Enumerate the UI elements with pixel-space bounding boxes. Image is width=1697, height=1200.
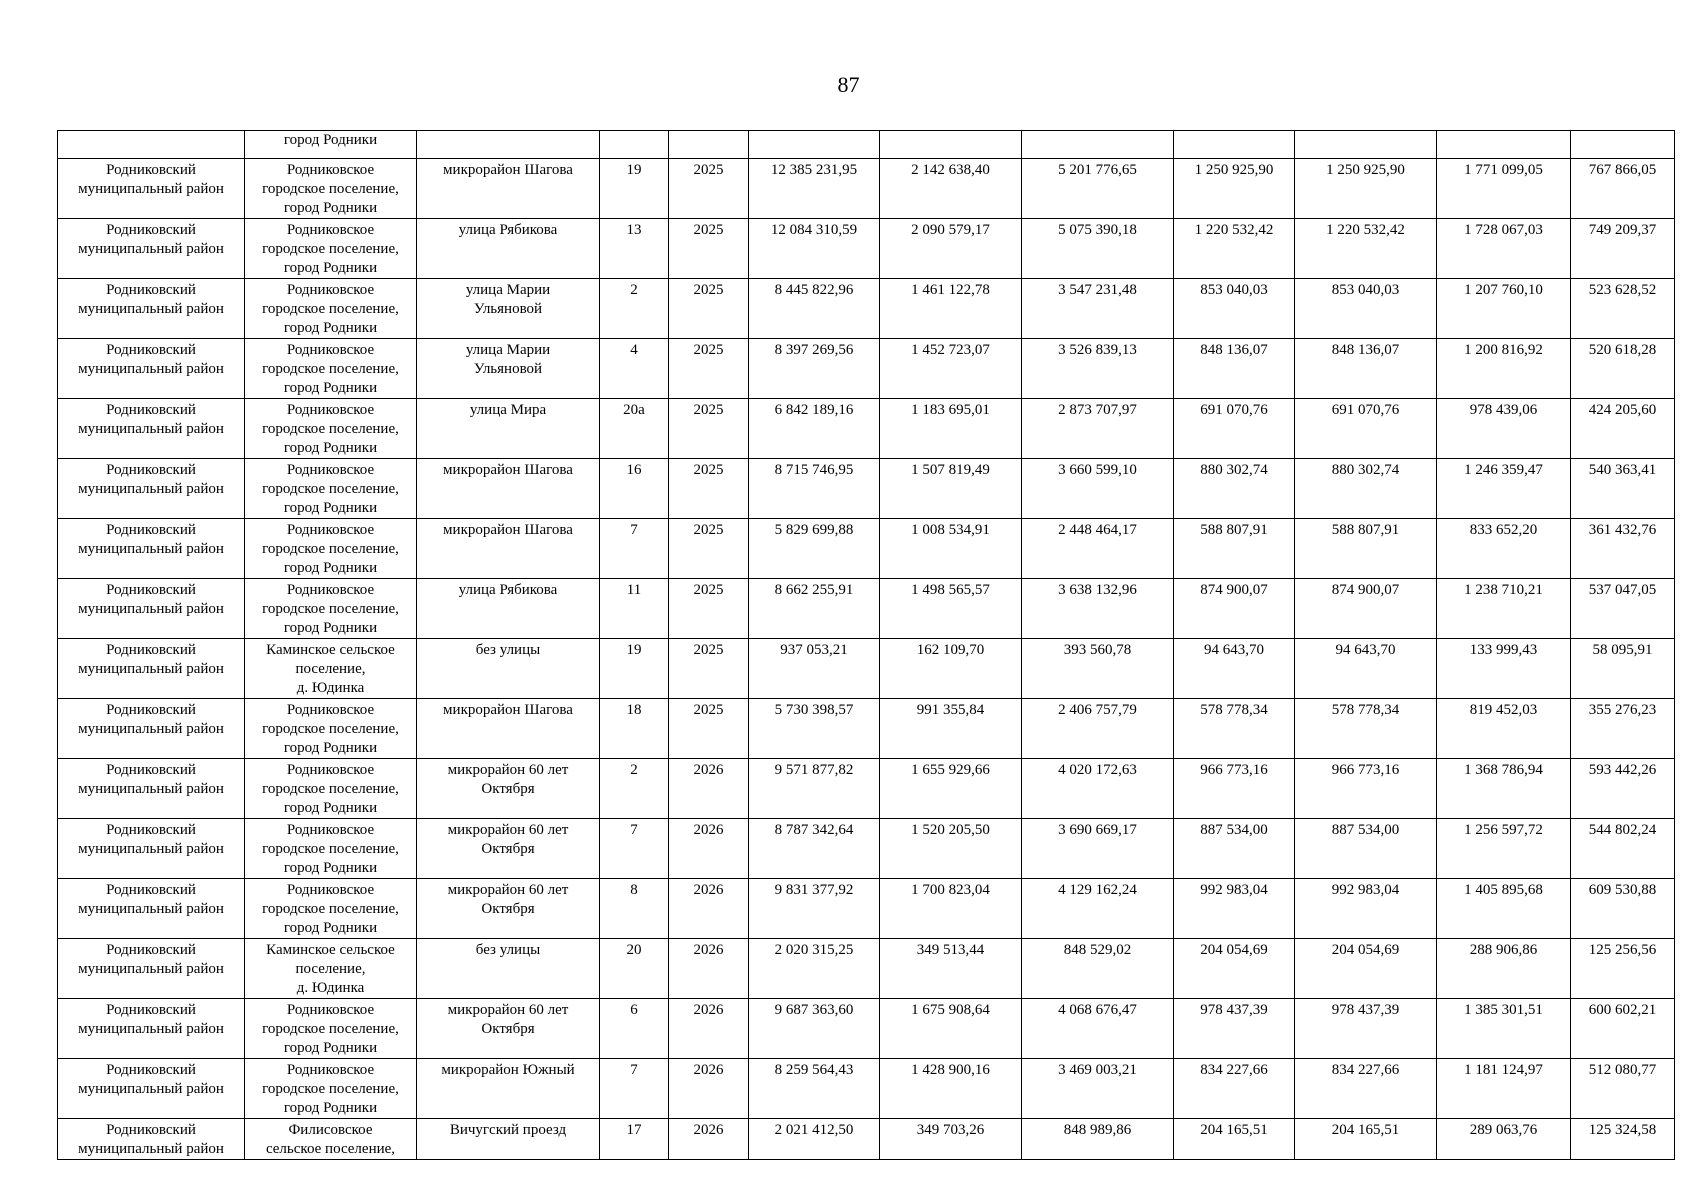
table-row	[58, 819, 1675, 879]
cell-cost-part-1: 1 675 908,64	[880, 999, 1022, 1059]
cell-cost-part-1: 991 355,84	[880, 699, 1022, 759]
cell-cost-part-1: 2 142 638,40	[880, 159, 1022, 219]
cell-cost-part-4: 691 070,76	[1295, 399, 1437, 459]
cell-cost-part-1: 1 655 929,66	[880, 759, 1022, 819]
cell-cost-part-3: 204 054,69	[1174, 939, 1295, 999]
cell-cost-part-1: 2 090 579,17	[880, 219, 1022, 279]
cell-total-cost: 5 730 398,57	[749, 699, 880, 759]
cell-street: микрорайон Южный	[417, 1059, 600, 1119]
cell-cost-part-6: 125 256,56	[1571, 939, 1675, 999]
cell-cost-part-1: 1 498 565,57	[880, 579, 1022, 639]
cell-cost-part-5: 288 906,86	[1437, 939, 1571, 999]
table-row	[58, 699, 1675, 759]
cell-cost-part-2: 4 020 172,63	[1022, 759, 1174, 819]
cell-cost-part-2: 5 201 776,65	[1022, 159, 1174, 219]
table-row	[58, 1119, 1675, 1160]
cell-cost-part-1: 1 452 723,07	[880, 339, 1022, 399]
cell-cost-part-6: 544 802,24	[1571, 819, 1675, 879]
cell-cost-part-1: 1 507 819,49	[880, 459, 1022, 519]
cell-settlement: Родниковское городское поселение, город Родники	[245, 579, 417, 639]
cell-cost-part-4: 966 773,16	[1295, 759, 1437, 819]
cell-cost-part-3: 848 136,07	[1174, 339, 1295, 399]
cell-settlement: Родниковское городское поселение, город Родники	[245, 759, 417, 819]
cell-cost-part-6: 537 047,05	[1571, 579, 1675, 639]
cell-cost-part-6: 424 205,60	[1571, 399, 1675, 459]
cell-house-number: 17	[600, 1119, 669, 1160]
cell-cost-part-4: 1 250 925,90	[1295, 159, 1437, 219]
cell-house-number	[600, 131, 669, 159]
cell-cost-part-4: 853 040,03	[1295, 279, 1437, 339]
table-row	[58, 999, 1675, 1059]
cell-cost-part-2: 3 638 132,96	[1022, 579, 1174, 639]
cell-cost-part-6: 523 628,52	[1571, 279, 1675, 339]
cell-total-cost: 9 571 877,82	[749, 759, 880, 819]
table-row	[58, 639, 1675, 699]
cell-cost-part-2: 2 873 707,97	[1022, 399, 1174, 459]
cell-settlement: Родниковское городское поселение, город Родники	[245, 699, 417, 759]
cell-cost-part-5: 1 368 786,94	[1437, 759, 1571, 819]
cell-district: Родниковский муниципальный район	[58, 819, 245, 879]
cell-year: 2025	[669, 579, 749, 639]
cell-cost-part-5	[1437, 131, 1571, 159]
cell-cost-part-4: 874 900,07	[1295, 579, 1437, 639]
cell-cost-part-6: 767 866,05	[1571, 159, 1675, 219]
cell-cost-part-1: 1 520 205,50	[880, 819, 1022, 879]
cell-district: Родниковский муниципальный район	[58, 399, 245, 459]
cell-street: микрорайон Шагова	[417, 159, 600, 219]
cell-street: улица Мира	[417, 399, 600, 459]
cell-street: микрорайон 60 лет Октября	[417, 879, 600, 939]
cell-cost-part-1: 162 109,70	[880, 639, 1022, 699]
cell-cost-part-2: 3 660 599,10	[1022, 459, 1174, 519]
cell-total-cost: 9 831 377,92	[749, 879, 880, 939]
cell-street: микрорайон Шагова	[417, 459, 600, 519]
cell-cost-part-4: 992 983,04	[1295, 879, 1437, 939]
cell-total-cost	[749, 131, 880, 159]
cell-street: улица Рябикова	[417, 579, 600, 639]
cell-cost-part-6: 125 324,58	[1571, 1119, 1675, 1160]
cell-year: 2026	[669, 1119, 749, 1160]
cell-cost-part-6: 749 209,37	[1571, 219, 1675, 279]
cell-cost-part-5: 978 439,06	[1437, 399, 1571, 459]
cell-cost-part-3: 1 250 925,90	[1174, 159, 1295, 219]
cell-settlement: Родниковское городское поселение, город Родники	[245, 1059, 417, 1119]
table-row	[58, 159, 1675, 219]
cell-cost-part-2: 848 529,02	[1022, 939, 1174, 999]
table-row	[58, 1059, 1675, 1119]
cell-cost-part-4: 204 165,51	[1295, 1119, 1437, 1160]
cell-street: микрорайон 60 лет Октября	[417, 759, 600, 819]
cell-year: 2026	[669, 939, 749, 999]
cell-house-number: 2	[600, 279, 669, 339]
cell-settlement: Родниковское городское поселение, город Родники	[245, 279, 417, 339]
cell-total-cost: 5 829 699,88	[749, 519, 880, 579]
cell-cost-part-3: 834 227,66	[1174, 1059, 1295, 1119]
cell-district: Родниковский муниципальный район	[58, 279, 245, 339]
cell-cost-part-3: 578 778,34	[1174, 699, 1295, 759]
cell-cost-part-4: 978 437,39	[1295, 999, 1437, 1059]
cell-house-number: 20	[600, 939, 669, 999]
cell-year: 2026	[669, 759, 749, 819]
cell-year: 2025	[669, 699, 749, 759]
cell-year: 2026	[669, 819, 749, 879]
cell-district: Родниковский муниципальный район	[58, 219, 245, 279]
cell-cost-part-6: 600 602,21	[1571, 999, 1675, 1059]
cell-year: 2026	[669, 999, 749, 1059]
cell-house-number: 19	[600, 159, 669, 219]
cell-district	[58, 131, 245, 159]
cell-cost-part-4: 848 136,07	[1295, 339, 1437, 399]
page-number: 87	[837, 72, 860, 97]
cell-street: микрорайон Шагова	[417, 519, 600, 579]
cell-street: без улицы	[417, 939, 600, 999]
cell-cost-part-6: 355 276,23	[1571, 699, 1675, 759]
cell-cost-part-5: 1 200 816,92	[1437, 339, 1571, 399]
cell-house-number: 7	[600, 1059, 669, 1119]
cell-district: Родниковский муниципальный район	[58, 639, 245, 699]
cell-cost-part-3: 588 807,91	[1174, 519, 1295, 579]
cell-cost-part-5: 1 238 710,21	[1437, 579, 1571, 639]
cell-district: Родниковский муниципальный район	[58, 159, 245, 219]
cell-cost-part-2: 393 560,78	[1022, 639, 1174, 699]
cell-total-cost: 2 020 315,25	[749, 939, 880, 999]
cell-cost-part-6: 520 618,28	[1571, 339, 1675, 399]
cell-total-cost: 8 259 564,43	[749, 1059, 880, 1119]
cell-cost-part-3: 874 900,07	[1174, 579, 1295, 639]
cell-cost-part-3: 853 040,03	[1174, 279, 1295, 339]
cell-total-cost: 8 662 255,91	[749, 579, 880, 639]
cell-cost-part-5: 1 256 597,72	[1437, 819, 1571, 879]
cell-total-cost: 937 053,21	[749, 639, 880, 699]
cell-cost-part-2: 4 129 162,24	[1022, 879, 1174, 939]
cell-cost-part-6: 609 530,88	[1571, 879, 1675, 939]
cell-cost-part-2: 3 690 669,17	[1022, 819, 1174, 879]
cell-cost-part-2	[1022, 131, 1174, 159]
table-row	[58, 519, 1675, 579]
table-row	[58, 279, 1675, 339]
cell-total-cost: 12 084 310,59	[749, 219, 880, 279]
cell-street: микрорайон 60 лет Октября	[417, 999, 600, 1059]
cell-street: улица Марии Ульяновой	[417, 279, 600, 339]
cell-cost-part-5: 289 063,76	[1437, 1119, 1571, 1160]
cell-district: Родниковский муниципальный район	[58, 579, 245, 639]
cell-settlement: Родниковское городское поселение, город Родники	[245, 999, 417, 1059]
cell-cost-part-3: 691 070,76	[1174, 399, 1295, 459]
cell-cost-part-4: 204 054,69	[1295, 939, 1437, 999]
cell-cost-part-2: 3 469 003,21	[1022, 1059, 1174, 1119]
table-row	[58, 459, 1675, 519]
cell-district: Родниковский муниципальный район	[58, 1059, 245, 1119]
cell-total-cost: 8 787 342,64	[749, 819, 880, 879]
cell-settlement: Родниковское городское поселение, город Родники	[245, 459, 417, 519]
cell-cost-part-3: 94 643,70	[1174, 639, 1295, 699]
cell-settlement: Родниковское городское поселение, город Родники	[245, 519, 417, 579]
table-row	[58, 339, 1675, 399]
cell-total-cost: 8 445 822,96	[749, 279, 880, 339]
cell-district: Родниковский муниципальный район	[58, 999, 245, 1059]
cell-cost-part-5: 133 999,43	[1437, 639, 1571, 699]
cell-total-cost: 2 021 412,50	[749, 1119, 880, 1160]
cell-cost-part-5: 1 181 124,97	[1437, 1059, 1571, 1119]
register-table	[57, 130, 1675, 1160]
table-row	[58, 879, 1675, 939]
cell-settlement: город Родники	[245, 131, 417, 159]
cell-cost-part-3: 978 437,39	[1174, 999, 1295, 1059]
cell-cost-part-1: 349 703,26	[880, 1119, 1022, 1160]
cell-cost-part-2: 848 989,86	[1022, 1119, 1174, 1160]
cell-total-cost: 6 842 189,16	[749, 399, 880, 459]
cell-year: 2025	[669, 519, 749, 579]
cell-cost-part-6: 593 442,26	[1571, 759, 1675, 819]
cell-cost-part-1	[880, 131, 1022, 159]
cell-cost-part-4	[1295, 131, 1437, 159]
cell-settlement: Филисовское сельское поселение,	[245, 1119, 417, 1160]
cell-cost-part-6: 58 095,91	[1571, 639, 1675, 699]
cell-cost-part-3: 966 773,16	[1174, 759, 1295, 819]
table-row	[58, 939, 1675, 999]
cell-cost-part-6: 512 080,77	[1571, 1059, 1675, 1119]
cell-house-number: 20а	[600, 399, 669, 459]
cell-district: Родниковский муниципальный район	[58, 339, 245, 399]
cell-cost-part-6: 361 432,76	[1571, 519, 1675, 579]
cell-house-number: 4	[600, 339, 669, 399]
cell-cost-part-3	[1174, 131, 1295, 159]
cell-cost-part-4: 94 643,70	[1295, 639, 1437, 699]
table-row	[58, 759, 1675, 819]
cell-cost-part-1: 1 428 900,16	[880, 1059, 1022, 1119]
cell-cost-part-2: 3 526 839,13	[1022, 339, 1174, 399]
cell-cost-part-3: 992 983,04	[1174, 879, 1295, 939]
cell-settlement: Родниковское городское поселение, город Родники	[245, 879, 417, 939]
cell-cost-part-1: 1 461 122,78	[880, 279, 1022, 339]
cell-cost-part-1: 1 008 534,91	[880, 519, 1022, 579]
cell-cost-part-5: 1 405 895,68	[1437, 879, 1571, 939]
cell-house-number: 7	[600, 819, 669, 879]
cell-district: Родниковский муниципальный район	[58, 519, 245, 579]
cell-year: 2025	[669, 639, 749, 699]
cell-house-number: 8	[600, 879, 669, 939]
cell-year: 2025	[669, 219, 749, 279]
cell-street: Вичугский проезд	[417, 1119, 600, 1160]
cell-cost-part-3: 204 165,51	[1174, 1119, 1295, 1160]
cell-year: 2025	[669, 339, 749, 399]
cell-cost-part-2: 4 068 676,47	[1022, 999, 1174, 1059]
cell-settlement: Родниковское городское поселение, город Родники	[245, 339, 417, 399]
cell-settlement: Родниковское городское поселение, город Родники	[245, 399, 417, 459]
table-row	[58, 219, 1675, 279]
cell-cost-part-3: 887 534,00	[1174, 819, 1295, 879]
cell-year	[669, 131, 749, 159]
cell-street	[417, 131, 600, 159]
cell-district: Родниковский муниципальный район	[58, 879, 245, 939]
cell-cost-part-4: 880 302,74	[1295, 459, 1437, 519]
cell-year: 2025	[669, 159, 749, 219]
cell-district: Родниковский муниципальный район	[58, 759, 245, 819]
cell-cost-part-2: 2 406 757,79	[1022, 699, 1174, 759]
cell-house-number: 11	[600, 579, 669, 639]
cell-cost-part-5: 819 452,03	[1437, 699, 1571, 759]
cell-cost-part-6: 540 363,41	[1571, 459, 1675, 519]
cell-cost-part-4: 578 778,34	[1295, 699, 1437, 759]
cell-district: Родниковский муниципальный район	[58, 1119, 245, 1160]
cell-year: 2025	[669, 459, 749, 519]
cell-year: 2025	[669, 279, 749, 339]
cell-house-number: 18	[600, 699, 669, 759]
cell-house-number: 13	[600, 219, 669, 279]
cell-cost-part-3: 1 220 532,42	[1174, 219, 1295, 279]
cell-district: Родниковский муниципальный район	[58, 939, 245, 999]
cell-cost-part-2: 3 547 231,48	[1022, 279, 1174, 339]
cell-cost-part-5: 1 246 359,47	[1437, 459, 1571, 519]
cell-street: без улицы	[417, 639, 600, 699]
cell-street: улица Рябикова	[417, 219, 600, 279]
cell-cost-part-4: 1 220 532,42	[1295, 219, 1437, 279]
cell-house-number: 6	[600, 999, 669, 1059]
cell-cost-part-5: 1 771 099,05	[1437, 159, 1571, 219]
cell-total-cost: 12 385 231,95	[749, 159, 880, 219]
cell-street: микрорайон Шагова	[417, 699, 600, 759]
cell-cost-part-1: 1 700 823,04	[880, 879, 1022, 939]
cell-house-number: 19	[600, 639, 669, 699]
cell-settlement: Родниковское городское поселение, город Родники	[245, 819, 417, 879]
cell-total-cost: 9 687 363,60	[749, 999, 880, 1059]
cell-cost-part-1: 349 513,44	[880, 939, 1022, 999]
cell-cost-part-1: 1 183 695,01	[880, 399, 1022, 459]
cell-year: 2025	[669, 399, 749, 459]
cell-cost-part-5: 1 207 760,10	[1437, 279, 1571, 339]
cell-settlement: Родниковское городское поселение, город Родники	[245, 219, 417, 279]
cell-house-number: 2	[600, 759, 669, 819]
cell-settlement: Каминское сельское поселение, д. Юдинка	[245, 639, 417, 699]
cell-cost-part-5: 833 652,20	[1437, 519, 1571, 579]
cell-cost-part-6	[1571, 131, 1675, 159]
cell-cost-part-5: 1 728 067,03	[1437, 219, 1571, 279]
cell-cost-part-2: 2 448 464,17	[1022, 519, 1174, 579]
cell-street: микрорайон 60 лет Октября	[417, 819, 600, 879]
cell-settlement: Каминское сельское поселение, д. Юдинка	[245, 939, 417, 999]
cell-year: 2026	[669, 1059, 749, 1119]
cell-house-number: 7	[600, 519, 669, 579]
cell-cost-part-3: 880 302,74	[1174, 459, 1295, 519]
cell-cost-part-4: 588 807,91	[1295, 519, 1437, 579]
table-row	[58, 399, 1675, 459]
cell-total-cost: 8 397 269,56	[749, 339, 880, 399]
cell-street: улица Марии Ульяновой	[417, 339, 600, 399]
cell-cost-part-4: 887 534,00	[1295, 819, 1437, 879]
cell-house-number: 16	[600, 459, 669, 519]
cell-cost-part-2: 5 075 390,18	[1022, 219, 1174, 279]
cell-cost-part-5: 1 385 301,51	[1437, 999, 1571, 1059]
table-row	[58, 579, 1675, 639]
cell-cost-part-4: 834 227,66	[1295, 1059, 1437, 1119]
cell-year: 2026	[669, 879, 749, 939]
cell-total-cost: 8 715 746,95	[749, 459, 880, 519]
table-row	[58, 131, 1675, 159]
cell-district: Родниковский муниципальный район	[58, 699, 245, 759]
cell-settlement: Родниковское городское поселение, город Родники	[245, 159, 417, 219]
cell-district: Родниковский муниципальный район	[58, 459, 245, 519]
